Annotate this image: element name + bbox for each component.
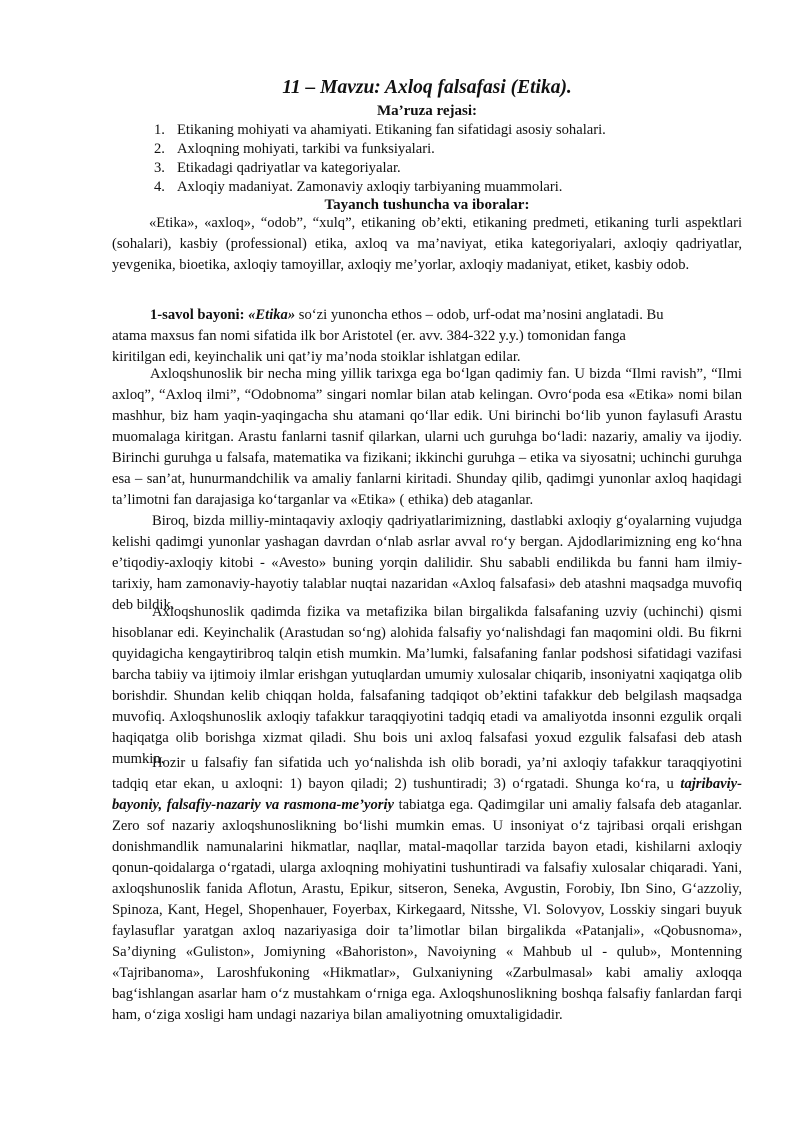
question-line: atama maxsus fan nomi sifatida ilk bor Aristotel (er. avv. 384-322 y.y.) tomonidan fanga: [112, 328, 626, 344]
plan-item-number: 2.: [154, 141, 165, 157]
paragraph-metaphysics: Axloqshunoslik qadimda fizika va metafizika bilan birgalikda falsafaning uzviy (uchinchi) qismi hisoblanar edi. Keyinchalik (Arastudan so‘ng) alohida falsafiy yo‘nalishdagi fan maqomini oldi. Bu fikrni quyidagicha kengaytiribroq talqin etish mumkin. Ma’lumki, falsafaning fanlar podshosi sifatidagi vazifasi barcha tabiiy va ijtimoiy ilmlar erishgan yutuqlardan umumiy xulosalar chiqarib, insoniyatni xaqiqatga olib borishdir. Shundan kelib chiqqan holda, falsafaning tadqiqot ob’ektini tafakkur deb belgilash maqsadga muvofiq. Axloqshunoslik axloqiy tafakkur taraqqiyotini tadqiq etadi va amaliyotda insonni ezgulik orqali haqiqatga olib borishga xizmat qiladi. Shu bois uni axloq falsafasi yoxud ezgulik falsafasi deb atash mumkin.: [112, 604, 742, 767]
plan-item: [154, 158, 401, 179]
plan-item-text: Axloqiy madaniyat. Zamonaviy axloqiy tarbiyaning muammolari.: [177, 179, 563, 195]
paragraph-directions: [112, 753, 742, 1026]
plan-item-number: 1.: [154, 122, 165, 138]
plan-item-text: Etikadagi qadriyatlar va kategoriyalar.: [177, 160, 401, 176]
paragraph-text: tabiatga ega. Qadimgilar uni amaliy falsafa deb ataganlar. Zero sof nazariy axloqshunoslikning bo‘lishi mumkin emas. U insoniyat o‘z tajribasi orqali erishgan donishmandlik namunalarini hikmatlar, naqllar, matal-maqollar tarzida bayon etadi, kishilarni axloqiy qonun-qoidalarga o‘rgatadi, ularga axloqning mohiyatini tushuntiradi va falsafiy xulosalar chiqaradi. Yani, axloqshunoslik fanida Aflotun, Arastu, Epikur, sitseron, Seneka, Avgustin, Forobiy, Ibn Sino, G‘azzoliy, Spinoza, Kant, Hegel, Shopenhauer, Foyerbax, Kirkegaard, Nitsshe, Vl. Solovyov, Losskiy singari buyuk faylasuflar yaratgan axloq nazariyasiga doir ta’limotlar bilan birgalikda «Patanjali», «Qobusnoma», Sa’diyning «Guliston», Jomiyning «Bahoriston», Navoiyning « Mahbub ul - qulub», Montenning «Tajribanoma», Laroshfukoning «Hikmatlar», Gulxaniyning «Zarbulmasal» kabi amaliy axloqqa bag‘ishlangan asarlar ham o‘z mustahkam o‘rniga ega. Axloqshunoslikning boshqa falsafiy fanlardan farqi ham, o‘ziga xosligi ham undagi nazariya bilan amaliyotning omuxtaligidadir.: [112, 797, 742, 1023]
question-line: so‘zi yunoncha ethos – odob, urf-odat ma’nosini anglatadi. Bu: [295, 307, 664, 323]
plan-item-text: Etikaning mohiyati va ahamiyati. Etikaning fan sifatidagi asosiy sohalari.: [177, 122, 606, 138]
keywords-heading: Tayanch tushuncha va iboralar:: [324, 197, 530, 213]
plan-item: [154, 120, 606, 141]
document-title: 11 – Mavzu: Axloq falsafasi (Etika).: [282, 77, 572, 98]
question-line: kiritilgan edi, keyinchalik uni qat’iy ma’noda stoiklar ishlatgan edilar.: [112, 349, 521, 365]
plan-item-number: 3.: [154, 160, 165, 176]
emphasis-text: tajribaviy-bayoniy, falsafiy-nazariy va rasmona-me’yoriy: [112, 776, 742, 813]
plan-item-text: Axloqning mohiyati, tarkibi va funksiyalari.: [177, 141, 435, 157]
paragraph-text: Hozir u falsafiy fan sifatida uch yo‘nalishda ish olib boradi, ya’ni axloqiy tafakkur taraqqiyotini tadqiq etar ekan, u axloqni: 1) bayon qiladi; 2) tushuntiradi; 3) o‘rgatadi. Shunga ko‘ra, u: [112, 755, 742, 792]
keywords-paragraph: «Etika», «axloq», “odob”, “xulq”, etikaning ob’ekti, etikaning predmeti, etikaning turli aspektlari (sohalari), kasbiy (professional) etika, axloq va ma’naviyat, etika kategoriyalari, axloqiy qadriyatlar, yevgenika, bioetika, axloqiy tamoyillar, axloqiy me’yorlar, axloqiy madaniyat, etiket, kasbiy odob.: [112, 215, 742, 273]
question-label: 1-savol bayoni:: [150, 307, 245, 323]
question-term: «Etika»: [248, 307, 296, 323]
paragraph-history: Axloqshunoslik bir necha ming yillik tarixga ega bo‘lgan qadimiy fan. U bizda “Ilmi ravish”, “Ilmi axloq”, “Axloq ilmi”, “Odobnoma” singari nomlar bilan atab kelingan. Ovro‘poda esa «Etika» nomi bilan mashhur, biz ham yaqin-yaqingacha shu atamani qo‘llar edik. Uni birinchi bo‘lib yunon faylasufi Arastu muomalaga kiritgan. Arastu fanlarni tasnif qilarkan, ularni uch guruhga bo‘ladi: nazariy, amaliy va ijodiy. Birinchi guruhga u falsafa, matematika va fizikani; ikkinchi guruhga – etika va siyosatni; uchinchi guruhga esa – san’at, hunurmandchilik va amaliy fanlarni kiritadi. Shunday qilib, qadimgi yunonlar axloq haqidagi ta’limotni fan darajasiga ko‘targanlar va «Etika» ( ethika) deb ataganlar.: [112, 366, 742, 508]
question-1-intro: [112, 305, 742, 368]
plan-item-number: 4.: [154, 179, 165, 195]
paragraph-avesto: Biroq, bizda milliy-mintaqaviy axloqiy qadriyatlarimizning, dastlabki axloqiy g‘oyalarning vujudga kelishi qadimgi yunonlar yashagan davrdan o‘nlab asrlar avval ro‘y bergan. Ajdodlarimizning eng ko‘hna e’tiqodiy-axloqiy kitobi - «Avesto» buning yorqin dalilidir. Shu sababli endilikda bu fanni ham ilmiy-tarixiy, ham zamonaviy-hayotiy talablar nuqtai nazaridan «Axloq falsafasi» deb atashni maqsadga muvofiq deb bildik.: [112, 513, 742, 613]
plan-item: [154, 139, 435, 160]
plan-heading: Ma’ruza rejasi:: [376, 103, 478, 119]
